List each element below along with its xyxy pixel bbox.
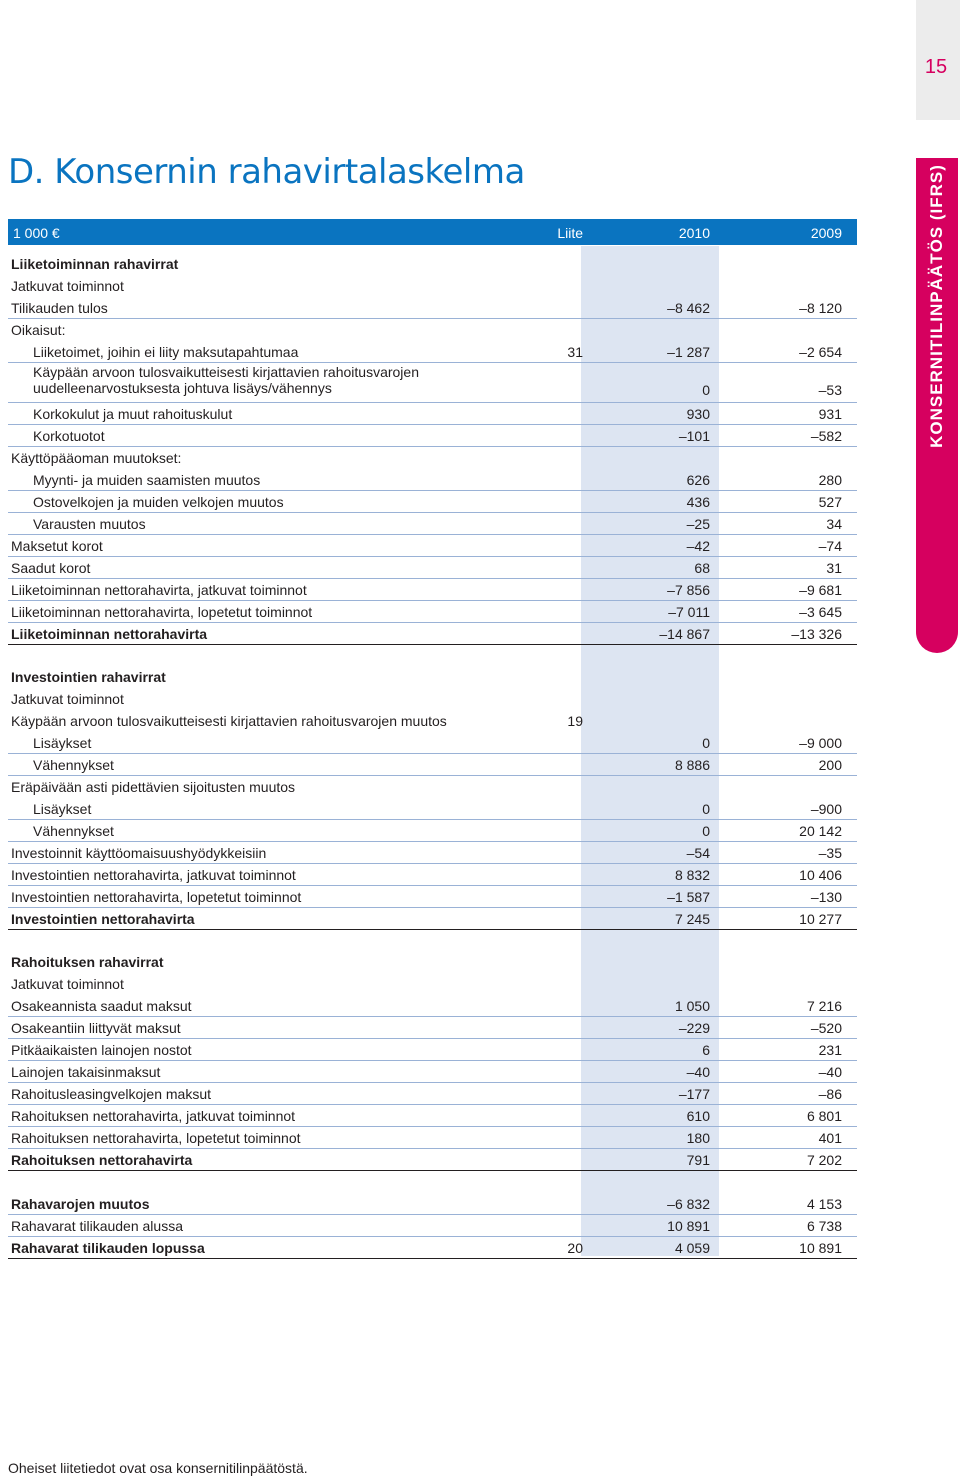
header-note: Liite	[557, 225, 583, 241]
row-label: Investointien nettorahavirta, jatkuvat toiminnot	[11, 867, 296, 883]
row-value-2009: –74	[818, 538, 842, 554]
row-value-2010: 436	[686, 494, 710, 510]
row-value-2009: –8 120	[799, 300, 842, 316]
table-row	[8, 362, 857, 403]
row-label: Liiketoimet, joihin ei liity maksutapahtumaa	[33, 344, 299, 360]
row-label: Rahoituksen nettorahavirta, jatkuvat toiminnot	[11, 1108, 296, 1124]
row-label: Rahoituksen nettorahavirta	[11, 1152, 193, 1168]
row-value-2010: –54	[686, 845, 710, 861]
row-value-2009: 34	[826, 516, 842, 532]
table-row	[8, 950, 857, 972]
row-value-2010: 791	[686, 1152, 710, 1168]
row-value-2010: –14 867	[659, 626, 710, 642]
row-label: Ostovelkojen ja muiden velkojen muutos	[33, 494, 284, 510]
row-value-2009: –582	[810, 428, 842, 444]
row-label: Jatkuvat toiminnot	[11, 976, 124, 992]
row-value-2009: 7 216	[806, 998, 842, 1014]
table-row	[8, 578, 857, 601]
row-value-2009: –9 681	[799, 582, 842, 598]
row-note: 31	[567, 344, 583, 360]
row-value-2010: 0	[702, 801, 710, 817]
row-value-2010: 0	[702, 382, 710, 398]
row-label: Korkotuotot	[33, 428, 105, 444]
row-value-2010: 6	[702, 1042, 710, 1058]
table-row	[8, 994, 857, 1017]
row-value-2009: –520	[810, 1020, 842, 1036]
row-value-2010: 8 832	[674, 867, 710, 883]
side-tab-label: KONSERNITILINPÄÄTÖS (IFRS)	[927, 164, 946, 448]
table-row	[8, 687, 857, 709]
table-row	[8, 622, 857, 645]
row-label: Jatkuvat toiminnot	[11, 278, 124, 294]
row-label: Lainojen takaisinmaksut	[11, 1064, 161, 1080]
row-label: Investoinnit käyttöomaisuushyödykkeisiin	[11, 845, 267, 861]
table-row	[8, 753, 857, 776]
row-value-2010: –229	[678, 1020, 710, 1036]
row-value-2009: 10 277	[799, 911, 842, 927]
row-value-2009: 401	[818, 1130, 842, 1146]
row-label: Rahavarojen muutos	[11, 1196, 150, 1212]
table-row	[8, 1038, 857, 1061]
table-row	[8, 252, 857, 274]
table-row	[8, 534, 857, 557]
row-label: Osakeantiin liittyvät maksut	[11, 1020, 181, 1036]
row-value-2010: –1 287	[667, 344, 710, 360]
row-value-2009: –2 654	[799, 344, 842, 360]
row-label: Investointien nettorahavirta, lopetetut toiminnot	[11, 889, 302, 905]
table-row	[8, 600, 857, 623]
row-label: Rahoituksen rahavirrat	[11, 954, 164, 970]
row-value-2009: 10 406	[799, 867, 842, 883]
header-unit: 1 000 €	[13, 225, 60, 241]
row-note: 20	[567, 1240, 583, 1256]
header-year-2010: 2010	[678, 225, 710, 241]
row-label: Lisäykset	[33, 735, 92, 751]
row-label: Liiketoiminnan nettorahavirta, jatkuvat toiminnot	[11, 582, 307, 598]
row-label: Pitkäaikaisten lainojen nostot	[11, 1042, 192, 1058]
row-value-2010: 626	[686, 472, 710, 488]
table-row	[8, 665, 857, 687]
table-row	[8, 468, 857, 491]
row-label: Jatkuvat toiminnot	[11, 691, 124, 707]
row-value-2009: –900	[810, 801, 842, 817]
row-label: Käyttöpääoman muutokset:	[11, 450, 182, 466]
row-label: Tilikauden tulos	[11, 300, 108, 316]
row-value-2010: 930	[686, 406, 710, 422]
row-label: Vähennykset	[33, 757, 114, 773]
row-label: Rahoitusleasingvelkojen maksut	[11, 1086, 211, 1102]
row-value-2009: –53	[818, 382, 842, 398]
footer-note: Oheiset liitetiedot ovat osa konsernitilinpäätöstä.	[8, 1460, 308, 1476]
row-value-2009: –35	[818, 845, 842, 861]
table-row	[8, 318, 857, 340]
row-value-2010: –1 587	[667, 889, 710, 905]
row-value-2010: 4 059	[674, 1240, 710, 1256]
row-value-2009: –9 000	[799, 735, 842, 751]
table-row	[8, 709, 857, 731]
table-row	[8, 1016, 857, 1039]
row-value-2009: 4 153	[806, 1196, 842, 1212]
table-row	[8, 424, 857, 447]
row-label: Oikaisut:	[11, 322, 66, 338]
row-value-2010: 8 886	[674, 757, 710, 773]
row-label: Liiketoiminnan nettorahavirta, lopetetut toiminnot	[11, 604, 313, 620]
table-row	[8, 1214, 857, 1237]
table-row	[8, 819, 857, 842]
page-title: D. Konsernin rahavirtalaskelma	[8, 152, 525, 192]
row-value-2009: 231	[818, 1042, 842, 1058]
row-value-2010: –42	[686, 538, 710, 554]
table-row	[8, 274, 857, 296]
row-label: Rahoituksen nettorahavirta, lopetetut toiminnot	[11, 1130, 301, 1146]
row-value-2009: –3 645	[799, 604, 842, 620]
table-row	[8, 1104, 857, 1127]
row-value-2010: –7 011	[668, 604, 710, 620]
row-label: Eräpäivään asti pidettävien sijoitusten muutos	[11, 779, 296, 795]
row-value-2009: 6 801	[806, 1108, 842, 1124]
table-row	[8, 885, 857, 908]
table-row	[8, 972, 857, 994]
table-row	[8, 1236, 857, 1259]
row-value-2009: 7 202	[806, 1152, 842, 1168]
row-value-2010: –101	[678, 428, 710, 444]
row-value-2009: 280	[818, 472, 842, 488]
table-row	[8, 490, 857, 513]
row-value-2010: –40	[686, 1064, 710, 1080]
row-label: Vähennykset	[33, 823, 114, 839]
row-label: Liiketoiminnan rahavirrat	[11, 256, 179, 272]
table-row	[8, 1082, 857, 1105]
row-value-2010: 10 891	[667, 1218, 710, 1234]
row-value-2010: 180	[686, 1130, 710, 1146]
table-row	[8, 1060, 857, 1083]
header-year-2009: 2009	[810, 225, 842, 241]
row-value-2009: 931	[818, 406, 842, 422]
row-label: Käypään arvoon tulosvaikutteisesti kirjattavien rahoitusvarojen uudelleenarvostuksesta johtuva lisäys/vähennys	[33, 364, 419, 396]
table-row	[8, 1192, 857, 1215]
table-row	[8, 1126, 857, 1149]
row-label: Korkokulut ja muut rahoituskulut	[33, 406, 233, 422]
row-value-2009: 31	[826, 560, 842, 576]
row-label: Varausten muutos	[33, 516, 146, 532]
row-label: Osakeannista saadut maksut	[11, 998, 192, 1014]
row-label: Saadut korot	[11, 560, 91, 576]
row-value-2009: 20 142	[799, 823, 842, 839]
row-label: Liiketoiminnan nettorahavirta	[11, 626, 208, 642]
table-row	[8, 841, 857, 864]
row-value-2010: –177	[678, 1086, 710, 1102]
table-row	[8, 296, 857, 319]
row-label: Lisäykset	[33, 801, 92, 817]
row-value-2010: 1 050	[674, 998, 710, 1014]
table-row	[8, 340, 857, 363]
row-value-2009: 10 891	[799, 1240, 842, 1256]
row-note: 19	[567, 713, 583, 729]
row-label: Investointien nettorahavirta	[11, 911, 195, 927]
row-value-2009: –13 326	[791, 626, 842, 642]
row-value-2010: 0	[702, 823, 710, 839]
row-value-2010: 0	[702, 735, 710, 751]
row-value-2010: –6 832	[667, 1196, 710, 1212]
row-value-2009: 527	[818, 494, 842, 510]
row-value-2009: –130	[810, 889, 842, 905]
row-label: Rahavarat tilikauden lopussa	[11, 1240, 205, 1256]
row-label: Investointien rahavirrat	[11, 669, 166, 685]
row-value-2009: 200	[818, 757, 842, 773]
row-label: Käypään arvoon tulosvaikutteisesti kirjattavien rahoitusvarojen muutos	[11, 713, 447, 729]
table-row	[8, 1148, 857, 1171]
row-value-2009: –40	[818, 1064, 842, 1080]
page-number: 15	[924, 56, 948, 78]
row-label: Myynti- ja muiden saamisten muutos	[33, 472, 261, 488]
table-row	[8, 797, 857, 820]
row-label: Maksetut korot	[11, 538, 103, 554]
row-value-2010: –25	[686, 516, 710, 532]
row-value-2009: 6 738	[806, 1218, 842, 1234]
row-value-2009: –86	[818, 1086, 842, 1102]
row-value-2010: –7 856	[667, 582, 710, 598]
table-row	[8, 402, 857, 425]
table-row	[8, 556, 857, 579]
row-value-2010: 610	[686, 1108, 710, 1124]
table-row	[8, 446, 857, 468]
row-value-2010: 68	[694, 560, 710, 576]
table-row	[8, 863, 857, 886]
row-value-2010: 7 245	[674, 911, 710, 927]
table-row	[8, 775, 857, 797]
row-value-2010: –8 462	[667, 300, 710, 316]
table-row	[8, 731, 857, 754]
table-row	[8, 512, 857, 535]
section-side-tab	[916, 158, 958, 653]
table-row	[8, 907, 857, 930]
table-header	[8, 219, 857, 245]
row-label: Rahavarat tilikauden alussa	[11, 1218, 183, 1234]
